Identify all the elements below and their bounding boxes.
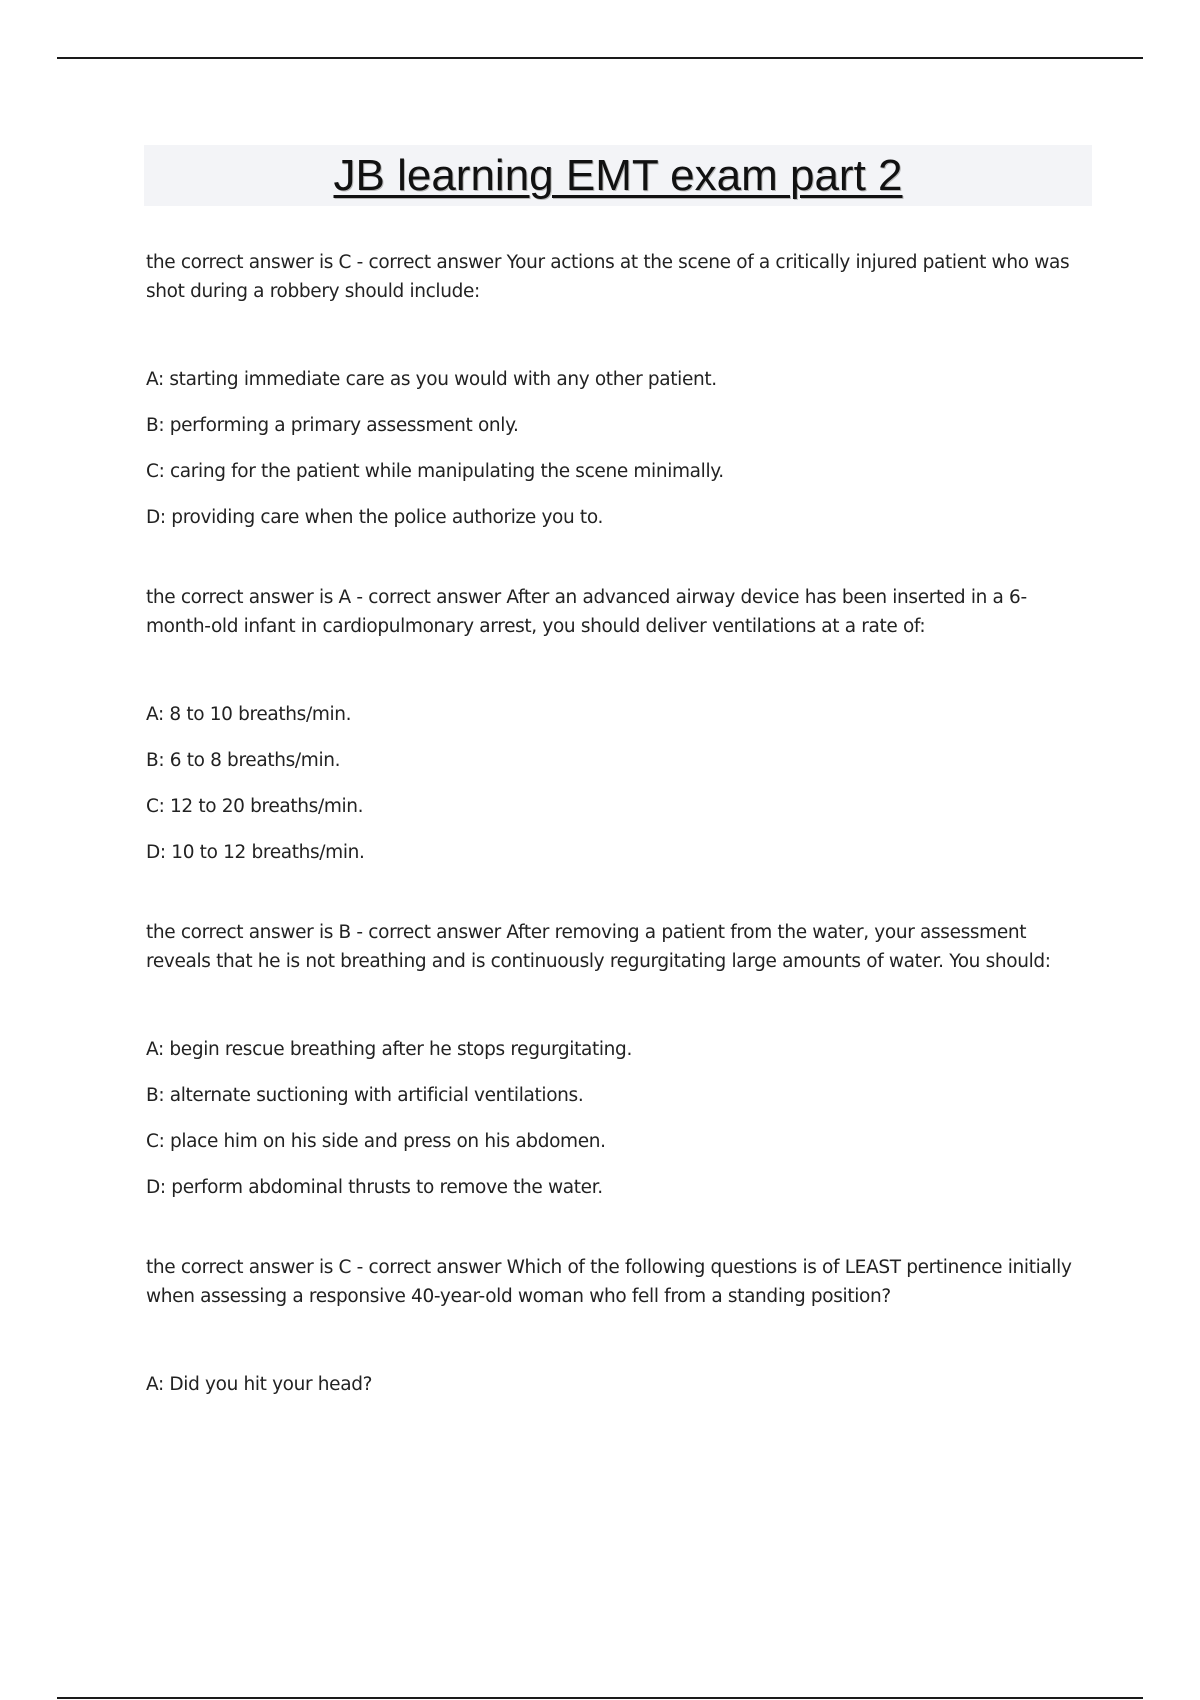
document-title: JB learning EMT exam part 2 [333, 151, 903, 200]
option-c: C: caring for the patient while manipulating the scene minimally. [146, 461, 724, 482]
bottom-rule [57, 1697, 1143, 1699]
question-block-1 [146, 249, 1086, 530]
question-text: the correct answer is C - correct answer Which of the following questions is of LEAST pertinence initially when assessing a responsive 40-year-old woman who fell from a standing position? [146, 1257, 1072, 1307]
question-text: the correct answer is C - correct answer Your actions at the scene of a critically injured patient who was shot during a robbery should include: [146, 252, 1070, 302]
answer-options [146, 1373, 1086, 1397]
title-band [144, 145, 1092, 206]
option-c: C: place him on his side and press on his abdomen. [146, 1131, 606, 1152]
option-d: D: 10 to 12 breaths/min. [146, 842, 365, 863]
option-a: A: starting immediate care as you would with any other patient. [146, 369, 717, 390]
question-text: the correct answer is B - correct answer After removing a patient from the water, your assessment reveals that he is not breathing and is continuously regurgitating large amounts of water. You should: [146, 922, 1051, 972]
question-block-3 [146, 919, 1086, 1200]
option-a: A: Did you hit your head? [146, 1374, 373, 1395]
option-a: A: 8 to 10 breaths/min. [146, 704, 352, 725]
option-d: D: providing care when the police authorize you to. [146, 507, 603, 528]
option-b: B: 6 to 8 breaths/min. [146, 750, 341, 771]
option-c: C: 12 to 20 breaths/min. [146, 796, 364, 817]
option-b: B: alternate suctioning with artificial ventilations. [146, 1085, 584, 1106]
document-body [146, 249, 1086, 1451]
option-d: D: perform abdominal thrusts to remove the water. [146, 1177, 603, 1198]
question-block-4 [146, 1254, 1086, 1397]
answer-options [146, 368, 1086, 530]
answer-options [146, 703, 1086, 865]
question-text: the correct answer is A - correct answer After an advanced airway device has been inserted in a 6-month-old infant in cardiopulmonary arrest, you should deliver ventilations at a rate of: [146, 587, 1027, 637]
option-b: B: performing a primary assessment only. [146, 415, 519, 436]
top-rule [57, 57, 1143, 59]
question-block-2 [146, 584, 1086, 865]
option-a: A: begin rescue breathing after he stops regurgitating. [146, 1039, 632, 1060]
answer-options [146, 1038, 1086, 1200]
